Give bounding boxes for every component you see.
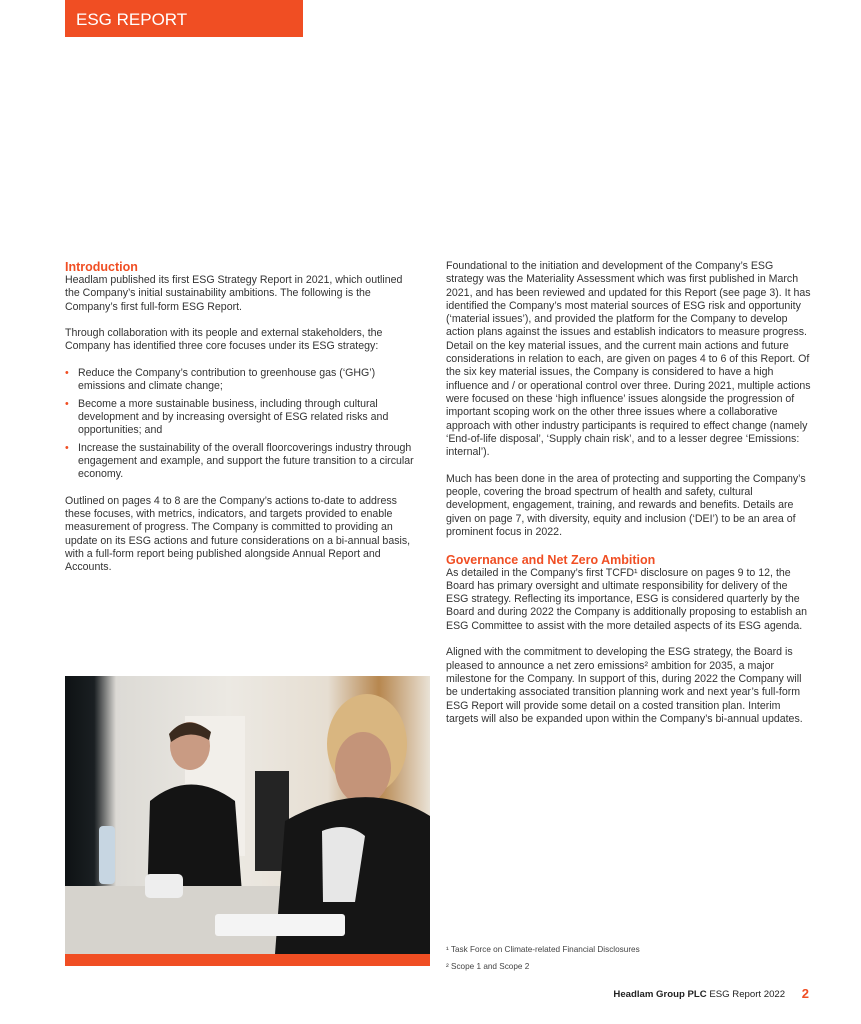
bullet-icon: •	[65, 441, 69, 454]
report-name: ESG Report 2022	[709, 989, 786, 1000]
governance-paragraph: As detailed in the Company’s first TCFD¹ disclosure on pages 9 to 12, the Board has primary oversight and ultimate responsibility for delivery of the ESG strategy. Reflecting its importance, ESG is considered quarterly by the Board and during 2022 the Company is additionally proposing to establish an ESG Committee to assist with the more detailed aspects of its ESG agenda.	[446, 566, 808, 632]
intro-closing-paragraph: Outlined on pages 4 to 8 are the Company’s actions to-date to address these focuses, with metrics, indicators, and targets provided to enable measurement of progress. The Company is committed to providing an update on its ESG actions and future considerations on a bi-annual basis, with a full-form report being published alongside Annual Report and Accounts.	[65, 494, 411, 574]
list-item	[65, 398, 415, 438]
list-item-text: Increase the sustainability of the overall floorcoverings industry through engagement and example, and support the future transition to a circular economy.	[78, 441, 414, 481]
list-item	[65, 442, 415, 482]
right-column	[446, 260, 812, 739]
intro-paragraph: Headlam published its first ESG Strategy Report in 2021, which outlined the Company’s initial sustainability ambitions. The following is the Company’s first full-form ESG Report.	[65, 274, 403, 313]
list-item-text: Reduce the Company’s contribution to greenhouse gas (‘GHG’) emissions and climate change;	[78, 367, 376, 393]
bullet-icon: •	[65, 367, 69, 380]
page-footer	[613, 986, 809, 1001]
office-workers-photo	[65, 676, 430, 954]
company-name: Headlam Group PLC	[613, 989, 707, 1000]
body-paragraph: Foundational to the initiation and development of the Company’s ESG strategy was the Materiality Assessment which was first published in March 2021, and has been reviewed and updated for this Report (see page 3). It has identified the Company’s most material sources of ESG risk and opportunity (‘material issues’), and provided the platform for the Company to develop action plans against the issues and establish indicators to measure progress. Detail on the key material issues, and the current main actions and future considerations in relation to each, are given on pages 4 to 6 of this Report. Of the six key material issues, the Company is considered to have a high influence and / or operational control over three. During 2021, multiple actions were focused on these ‘high influence’ issues alongside the progression of important scoping work on the other three issues where a collaborative approach with other industry participants is required to effect change (namely ‘End-of-life disposal’, ‘Supply chain risk’, and to a lesser degree ‘Emissions: internal’).	[446, 260, 811, 459]
footnote: ¹ Task Force on Climate-related Financial Disclosures	[446, 945, 640, 954]
list-item	[65, 367, 415, 394]
body-paragraph: Much has been done in the area of protecting and supporting the Company’s people, covering the broad spectrum of health and safety, cultural development, engagement, training, and rewards and benefits. Details are given on page 7, with diversity, equity and inclusion (‘DEI’) to be an area of prominent focus in 2022.	[446, 472, 806, 538]
focus-list	[65, 367, 415, 481]
left-column	[65, 260, 415, 588]
footnotes	[446, 941, 640, 975]
intro-paragraph: Through collaboration with its people and external stakeholders, the Company has identified three core focuses under its ESG strategy:	[65, 327, 383, 353]
governance-heading: Governance and Net Zero Ambition	[446, 552, 656, 567]
photo-illustration	[65, 676, 430, 954]
bullet-icon: •	[65, 397, 69, 410]
report-section-tag: ESG REPORT	[65, 0, 303, 37]
list-item-text: Become a more sustainable business, including through cultural development and by increasing oversight of ESG related risks and opportunities; and	[78, 397, 389, 437]
footnote: ² Scope 1 and Scope 2	[446, 962, 530, 971]
introduction-heading: Introduction	[65, 260, 138, 274]
photo-accent-bar	[65, 954, 430, 966]
governance-paragraph: Aligned with the commitment to developing the ESG strategy, the Board is pleased to announce a net zero emissions² ambition for 2035, a major milestone for the Company. In support of this, during 2022 the Company will be undertaking associated transition planning work and next year’s full-form ESG Report will provide some detail on a costed transition plan. Interim targets will also be expanded upon within the Company’s bi-annual updates.	[446, 646, 803, 725]
page-number: 2	[801, 986, 809, 1001]
